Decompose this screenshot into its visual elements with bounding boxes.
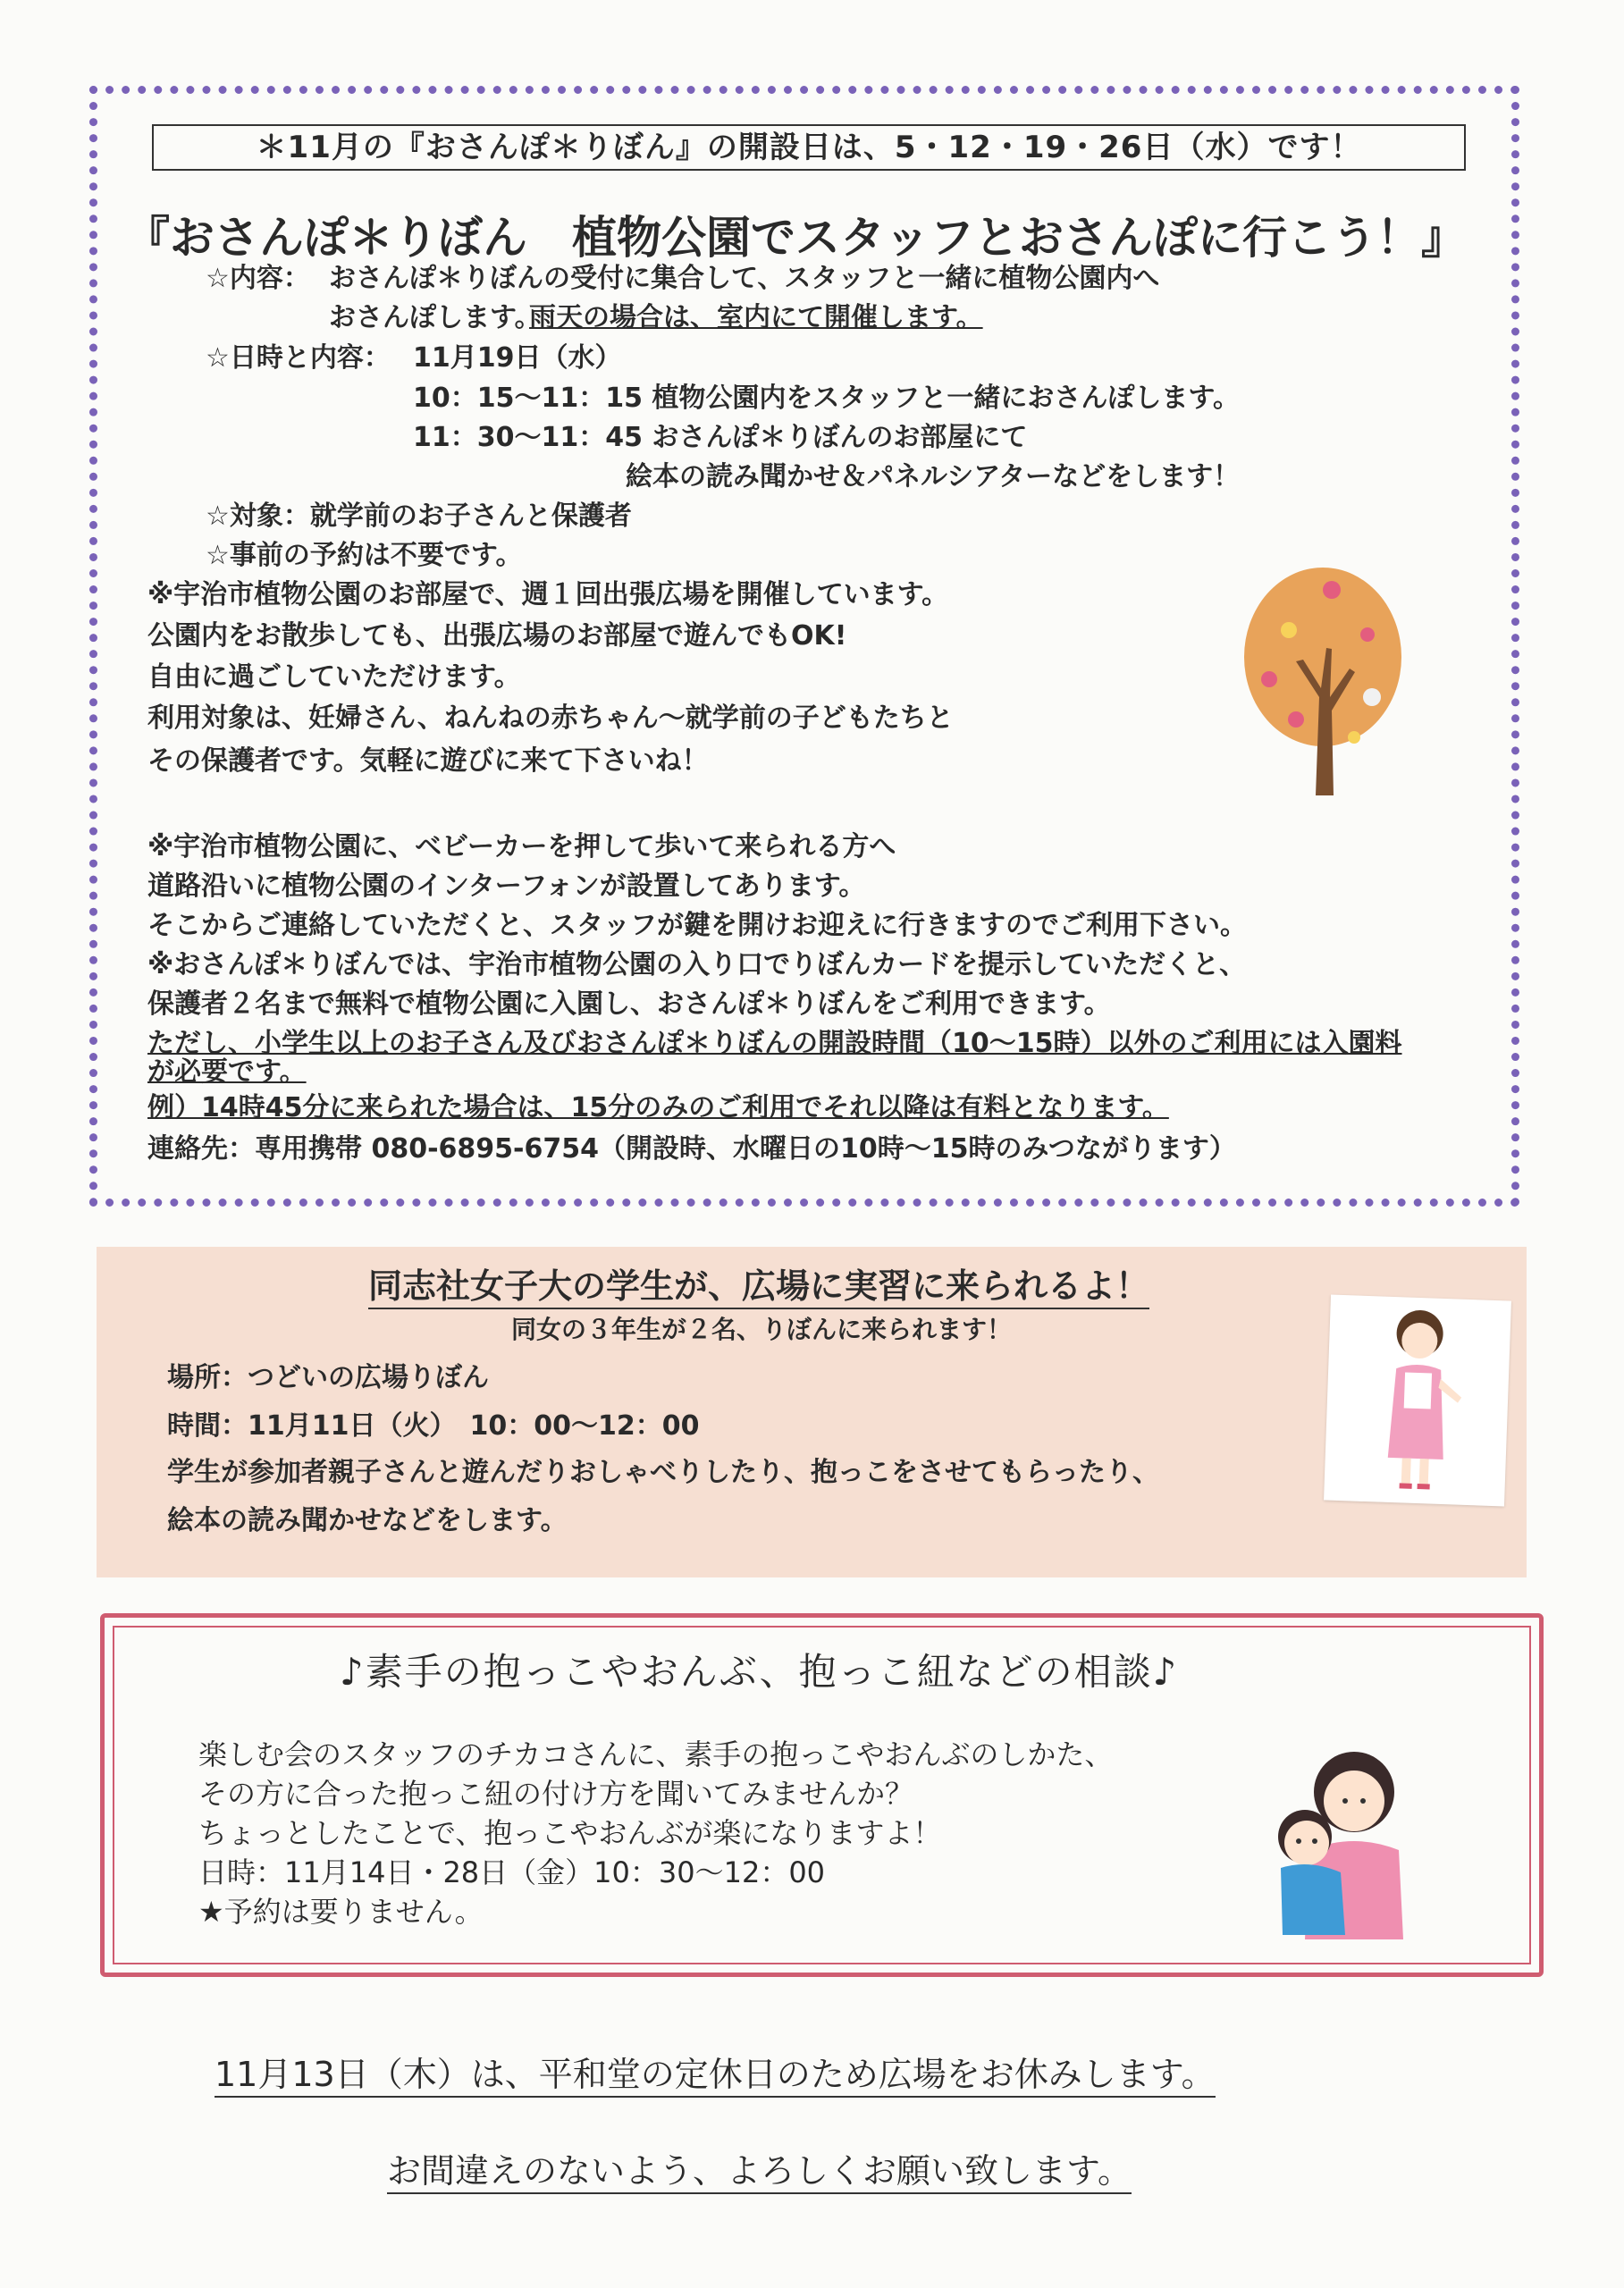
info-p2-line6: ただし、小学生以上のお子さん及びおさんぽ＊りぼんの開設時間（10～15時）以外のご利用には入園料	[147, 1028, 1402, 1059]
info-p2-line7: が必要です。	[147, 1056, 307, 1088]
info-p1-line4: 利用対象は、妊婦さん、ねんねの赤ちゃん～就学前の子どもたちと	[147, 702, 954, 734]
event3-line5: ★予約は要りません。	[198, 1895, 484, 1929]
event3-line1: 楽しむ会のスタッフのチカコさんに、素手の抱っこやおんぶのしかた、	[198, 1737, 1114, 1771]
info-p2-line8: 例）14時45分に来られた場合は、15分のみのご利用でそれ以降は有料となります。	[147, 1092, 1169, 1123]
event3-line3: ちょっとしたことで、抱っこやおんぶが楽になりますよ！	[198, 1816, 942, 1850]
event1-content-line1: おさんぽ＊りぼんの受付に集合して、スタッフと一緒に植物公園内へ	[329, 263, 1160, 294]
student-illustration-card	[1324, 1295, 1511, 1507]
info-p2-line4: ※おさんぽ＊りぼんでは、宇治市植物公園の入り口でりぼんカードを提示していただくと、	[147, 949, 1247, 980]
event2-title: 同志社女子大の学生が、広場に実習に来られるよ！	[368, 1258, 1149, 1309]
info-p1-line3: 自由に過ごしていただけます。	[147, 661, 521, 693]
event3-line4: 日時：11月14日・28日（金）10：30～12：00	[198, 1855, 826, 1889]
info-p1-line2: 公園内をお散歩しても、出張広場のお部屋で遊んでもOK!	[147, 620, 847, 652]
info-p1-line1: ※宇治市植物公園のお部屋で、週１回出張広場を開催しています。	[147, 579, 949, 610]
event3-line2: その方に合った抱っこ紐の付け方を聞いてみませんか？	[198, 1777, 914, 1811]
event1-date: 11月19日（水）	[413, 342, 622, 374]
event2-subtitle: 同女の３年生が２名、りぼんに来られます！	[511, 1315, 1013, 1344]
event1-schedule2: 11：30～11：45 おさんぽ＊りぼんのお部屋にて	[413, 422, 1028, 453]
event1-schedule1: 10：15～11：15 植物公園内をスタッフと一緒におさんぽします。	[413, 383, 1241, 414]
closure-notice: 11月13日（木）は、平和堂の定休日のため広場をお休みします。	[215, 2047, 1216, 2098]
info-p2-line1: ※宇治市植物公園に、ベビーカーを押して歩いて来られる方へ	[147, 831, 896, 862]
event2-time: 時間：11月11日（火） 10：00～12：00	[167, 1410, 700, 1442]
open-days-banner: ＊11月の『おさんぽ＊りぼん』の開設日は、5・12・19・26日（水）です！	[152, 124, 1466, 171]
info-p2-line3: そこからご連絡していただくと、スタッフが鍵を開けお迎えに行きますのでご利用下さい。	[147, 910, 1247, 941]
info-p2-line5: 保護者２名まで無料で植物公園に入園し、おさんぽ＊りぼんをご利用できます。	[147, 988, 1111, 1020]
event1-reservation: ☆事前の予約は不要です。	[206, 540, 523, 571]
event2-place: 場所：つどいの広場りぼん	[167, 1362, 489, 1393]
event1-content-line2a: おさんぽします。	[329, 302, 542, 333]
event1-datetime-label: ☆日時と内容：	[206, 342, 391, 374]
closing-remark: お間違えのないよう、よろしくお願い致します。	[387, 2143, 1132, 2194]
info-p2-line2: 道路沿いに植物公園のインターフォンが設置してあります。	[147, 871, 866, 902]
event1-target: ☆対象：就学前のお子さんと保護者	[206, 500, 632, 532]
event1-title: 『おさんぽ＊りぼん 植物公園でスタッフとおさんぽに行こう！』	[125, 212, 1466, 264]
event2-desc2: 絵本の読み聞かせなどをします。	[167, 1505, 568, 1536]
event1-content-label: ☆内容：	[206, 263, 310, 294]
event3-title: ♪素手の抱っこやおんぶ、抱っこ紐などの相談♪	[340, 1650, 1179, 1694]
event1-rain-notice: 雨天の場合は、室内にて開催します。	[529, 302, 983, 333]
info-contact: 連絡先：専用携帯 080-6895-6754（開設時、水曜日の10時～15時のみつながります）	[147, 1133, 1236, 1165]
mother-baby-icon	[1256, 1743, 1426, 1939]
event1-schedule3: 絵本の読み聞かせ＆パネルシアターなどをします！	[626, 461, 1241, 492]
info-p1-line5: その保護者です。気軽に遊びに来て下さいね！	[147, 745, 709, 777]
tree-icon	[1233, 563, 1412, 795]
student-icon	[1324, 1295, 1511, 1507]
event2-desc1: 学生が参加者親子さんと遊んだりおしゃべりしたり、抱っこをさせてもらったり、	[167, 1457, 1159, 1488]
